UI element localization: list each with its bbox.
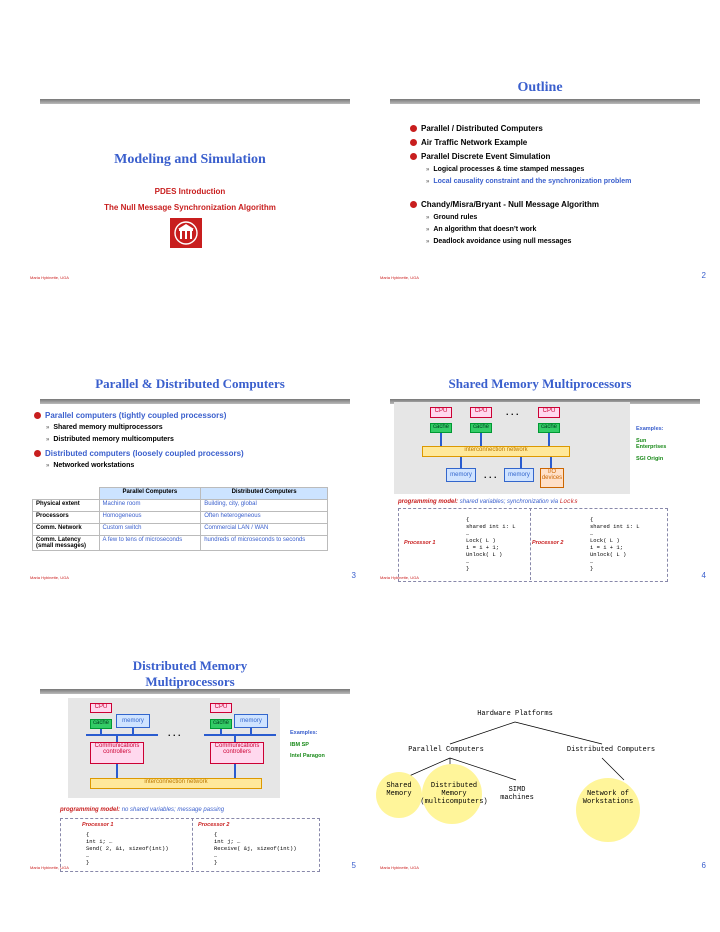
interconnection-network: interconnection network <box>90 778 262 789</box>
sub-bullet: » Networked workstations <box>46 462 135 469</box>
university-logo <box>170 218 202 248</box>
slide-3 <box>20 360 360 586</box>
sub-bullet: » Local causality constraint and the synchronization problem <box>426 178 632 185</box>
ellipsis: . . . <box>484 470 497 480</box>
example-sun: Sun Enterprises <box>636 438 667 450</box>
cpu-box: CPU <box>210 703 232 713</box>
footer: Maria Hybinette, UGA <box>380 865 419 870</box>
memory-box: memory <box>116 714 150 728</box>
processor-2-label: Processor 2 <box>532 540 564 546</box>
highlight-blob <box>576 778 640 842</box>
footer: Maria Hybinette, UGA <box>380 575 419 580</box>
example-intel: Intel Paragon <box>290 753 325 759</box>
footer: Maria Hybinette, UGA <box>380 275 419 280</box>
slide-4 <box>370 360 710 586</box>
node-simd: SIMD machines <box>500 786 534 802</box>
example-ibm: IBM SP <box>290 742 309 748</box>
ellipsis: . . . <box>506 407 519 417</box>
cpu-box: CPU <box>538 407 560 418</box>
footer: Maria Hybinette, UGA <box>30 865 69 870</box>
title-bar <box>390 99 700 104</box>
bullet: Parallel / Distributed Computers <box>410 123 543 134</box>
page-number: 4 <box>701 571 706 580</box>
processor-1-label: Processor 1 <box>404 540 436 546</box>
sub-bullet: » Distributed memory multicomputers <box>46 436 174 443</box>
memory-box: memory <box>234 714 268 728</box>
hierarchy-root: Hardware Platforms <box>477 710 553 718</box>
node-distributed-computers: Distributed Computers <box>566 746 656 754</box>
subtitle-pdes: PDES Introduction <box>154 187 226 196</box>
cache-box: cache <box>430 423 452 433</box>
sub-bullet: » Shared memory multiprocessors <box>46 424 163 431</box>
processor-1-code: { shared int i: L … Lock( L ) i = i + 1; Unlock( L ) … } <box>466 516 516 572</box>
title-bar <box>40 689 350 694</box>
page-number: 6 <box>701 861 706 870</box>
sub-bullet: » Deadlock avoidance using null messages <box>426 238 572 245</box>
footer: Maria Hybinette, UGA <box>30 575 69 580</box>
page-number: 5 <box>351 861 356 870</box>
cache-box: cache <box>538 423 560 433</box>
footer: Maria Hybinette, UGA <box>30 275 69 280</box>
memory-box: memory <box>446 468 476 482</box>
memory-box: memory <box>504 468 534 482</box>
slide-1 <box>20 60 360 286</box>
slide-title: Distributed Memory Multiprocessors <box>132 658 248 689</box>
cpu-box: CPU <box>90 703 112 713</box>
bullet: Air Traffic Network Example <box>410 137 527 148</box>
processor-1-label: Processor 1 <box>82 822 114 828</box>
processor-2-code: { int j; … Receive( &j, sizeof(int)) … } <box>214 831 297 866</box>
title-bar <box>40 399 350 404</box>
slide-title: Modeling and Simulation <box>114 152 266 167</box>
slide-6 <box>370 650 710 876</box>
bullet: Distributed computers (loosely coupled processors) <box>34 448 244 459</box>
processor-2-label: Processor 2 <box>198 822 230 828</box>
node-distributed-memory: Distributed Memory (multicomputers) <box>420 782 488 806</box>
cache-box: cache <box>90 719 112 729</box>
cpu-box: CPU <box>430 407 452 418</box>
page-number: 3 <box>351 571 356 580</box>
processor-2-code: { shared int i: L … Lock( L ) i = i + 1; Unlock( L ) … } <box>590 516 640 572</box>
programming-model: programming model: shared variables; synchronization via Locks <box>398 498 578 505</box>
cpu-box: CPU <box>470 407 492 418</box>
node-network-of-workstations: Network of Workstations <box>582 790 634 806</box>
bullet: Chandy/Misra/Bryant - Null Message Algorithm <box>410 199 599 210</box>
sub-bullet: » An algorithm that doesn’t work <box>426 226 537 233</box>
slide-title: Outline <box>517 80 563 95</box>
cache-box: cache <box>210 719 232 729</box>
processor-1-code: { int i; … Send( 2, &i, sizeof(int)) … } <box>86 831 169 866</box>
bullet: Parallel computers (tightly coupled processors) <box>34 410 226 421</box>
comm-controller-box: Communications controllers <box>210 742 264 764</box>
examples-label: Examples: <box>290 730 318 736</box>
slide-2 <box>370 60 710 286</box>
slide-title: Shared Memory Multiprocessors <box>448 376 632 391</box>
hierarchy-lines <box>370 650 710 876</box>
ellipsis: . . . <box>168 728 181 738</box>
sub-bullet: » Logical processes & time stamped messages <box>426 166 585 173</box>
node-shared-memory: Shared Memory <box>386 782 412 798</box>
cache-box: cache <box>470 423 492 433</box>
page-number: 2 <box>701 271 706 280</box>
io-devices-box: I/O devices <box>540 468 564 488</box>
subtitle-null-message: The Null Message Synchronization Algorithm <box>104 203 276 212</box>
sub-bullet: » Ground rules <box>426 214 478 221</box>
bullet: Parallel Discrete Event Simulation <box>410 151 550 162</box>
interconnection-network: interconnection network <box>422 446 570 457</box>
programming-model: programming model: no shared variables; message passing <box>60 807 225 813</box>
comm-controller-box: Communications controllers <box>90 742 144 764</box>
comparison-table: Parallel Computers Distributed Computers Physical extent Machine room Building, city, global Processors Homogeneous Often heterogeneous Comm. Network Custom switch Commercial LAN / WAN Comm. Latency (small messages) A few to tens of microseconds hundreds of microseconds to seconds <box>32 487 328 551</box>
title-bar <box>40 99 350 104</box>
example-sgi: SGI Origin <box>636 456 664 462</box>
examples-label: Examples: <box>636 426 664 432</box>
slide-title: Parallel & Distributed Computers <box>95 376 285 391</box>
slide-5 <box>20 650 360 876</box>
node-parallel-computers: Parallel Computers <box>408 746 484 754</box>
